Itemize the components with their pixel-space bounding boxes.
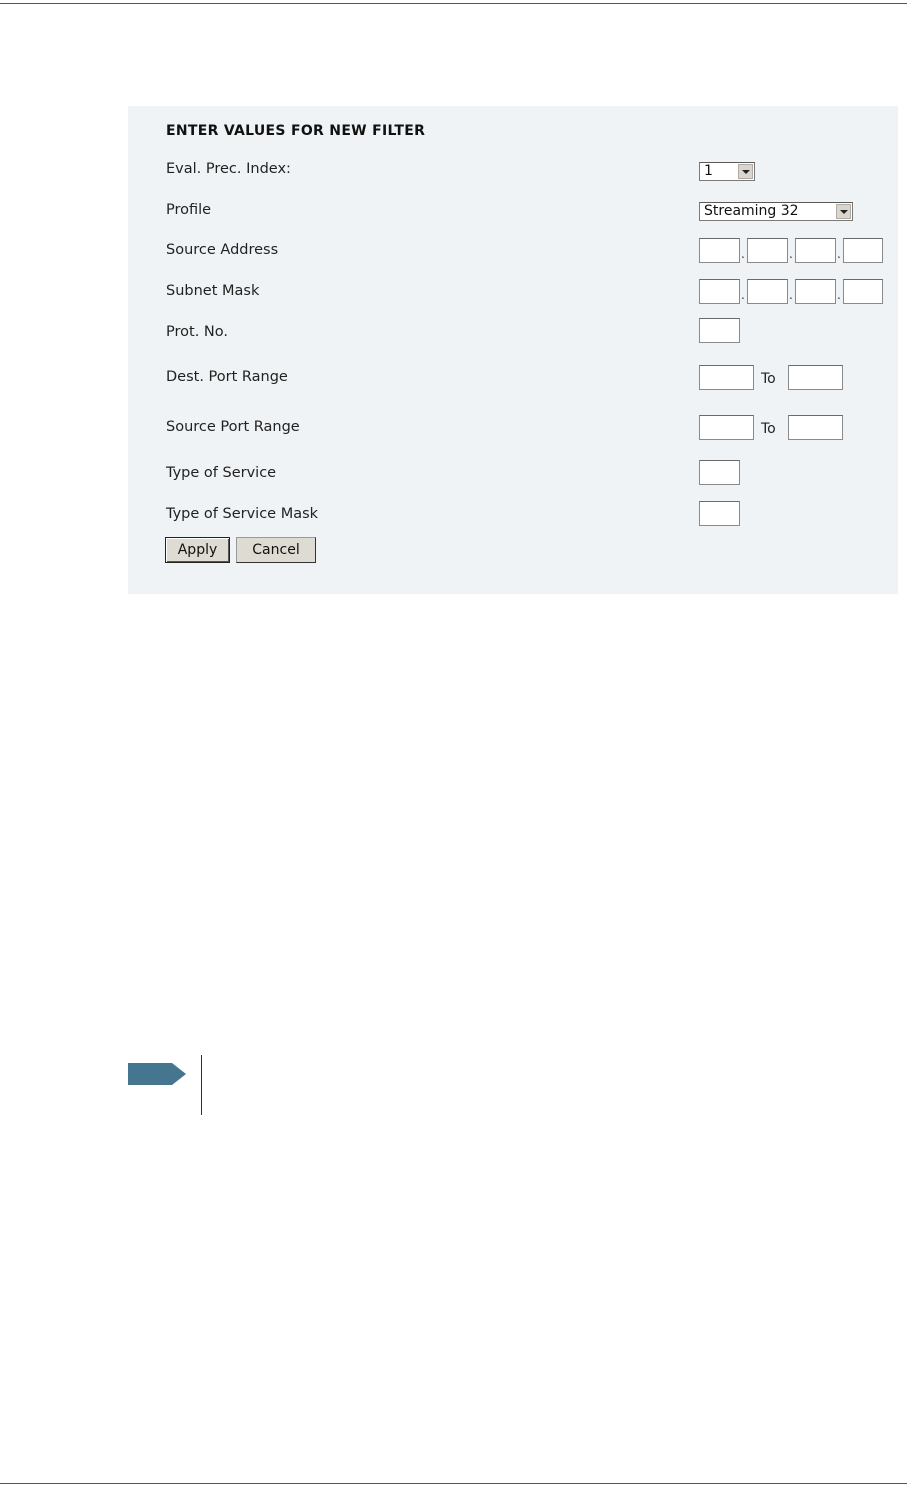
panel-title: ENTER VALUES FOR NEW FILTER <box>166 123 426 139</box>
source-port-to-input[interactable] <box>788 415 843 440</box>
header-rule <box>0 3 907 4</box>
subnet-mask-octet-4[interactable] <box>843 279 883 304</box>
subnet-mask-label: Subnet Mask <box>166 283 260 299</box>
subnet-mask-octet-1[interactable] <box>699 279 740 304</box>
chevron-down-icon[interactable] <box>836 204 851 219</box>
eval-prec-index-select[interactable] <box>699 162 755 181</box>
dest-port-range-label: Dest. Port Range <box>166 369 288 385</box>
source-address-octet-2[interactable] <box>747 238 788 263</box>
footer-rule <box>0 1483 907 1484</box>
type-of-service-mask-input[interactable] <box>699 501 740 526</box>
subnet-mask-octet-2[interactable] <box>747 279 788 304</box>
type-of-service-label: Type of Service <box>166 465 277 481</box>
note-arrow-icon <box>128 1063 186 1085</box>
source-address-label: Source Address <box>166 242 279 258</box>
source-port-to-label: To <box>761 421 776 437</box>
dest-port-to-label: To <box>761 371 776 387</box>
eval-prec-index-label: Eval. Prec. Index: <box>166 161 291 177</box>
source-address-octet-1[interactable] <box>699 238 740 263</box>
prot-no-input[interactable] <box>699 318 740 343</box>
ip-separator: . <box>741 288 745 302</box>
type-of-service-mask-label: Type of Service Mask <box>166 506 319 522</box>
dest-port-to-input[interactable] <box>788 365 843 390</box>
profile-value: Streaming 32 <box>704 203 799 219</box>
ip-separator: . <box>837 288 841 302</box>
subnet-mask-octet-3[interactable] <box>795 279 836 304</box>
chevron-down-icon[interactable] <box>738 164 753 179</box>
source-port-range-label: Source Port Range <box>166 419 300 435</box>
source-port-from-input[interactable] <box>699 415 754 440</box>
ip-separator: . <box>789 288 793 302</box>
profile-label: Profile <box>166 202 212 218</box>
profile-select[interactable] <box>699 202 853 221</box>
note-divider <box>201 1055 202 1115</box>
ip-separator: . <box>789 247 793 261</box>
eval-prec-index-value: 1 <box>704 163 713 179</box>
prot-no-label: Prot. No. <box>166 324 228 340</box>
apply-button[interactable]: Apply <box>165 537 230 563</box>
source-address-octet-3[interactable] <box>795 238 836 263</box>
ip-separator: . <box>741 247 745 261</box>
new-filter-panel <box>128 106 898 594</box>
cancel-button[interactable]: Cancel <box>236 537 316 563</box>
dest-port-from-input[interactable] <box>699 365 754 390</box>
source-address-octet-4[interactable] <box>843 238 883 263</box>
type-of-service-input[interactable] <box>699 460 740 485</box>
ip-separator: . <box>837 247 841 261</box>
